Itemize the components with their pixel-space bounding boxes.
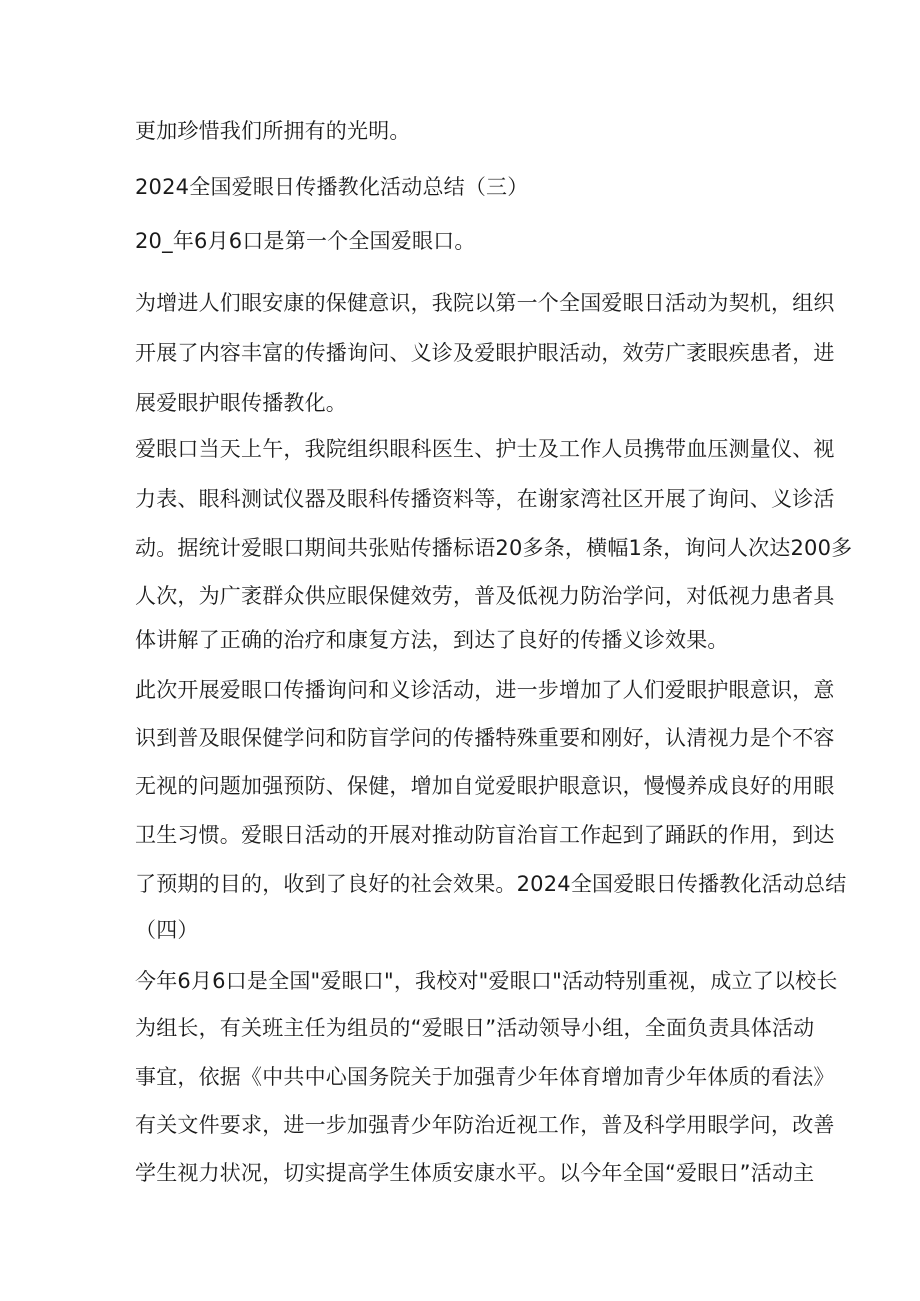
text-line: 展爱眼护眼传播教化。	[135, 391, 347, 415]
text-line: 今年6月6口是全国"爱眼口"，我校对"爱眼口"活动特别重视，成立了以校长	[135, 969, 838, 993]
text-line: 开展了内容丰富的传播询问、义诊及爱眼护眼活动，效劳广袤眼疾患者，进	[135, 341, 835, 365]
text-line: 学生视力状况，切实提高学生体质安康水平。以今年全国“爱眼日”活动主	[135, 1161, 815, 1185]
text-line: 20_年6月6口是第一个全国爱眼口。	[135, 229, 476, 253]
text-line: 为组长，有关班主任为组员的“爱眼日”活动领导小组，全面负责具体活动	[135, 1016, 815, 1040]
text-line: 更加珍惜我们所拥有的光明。	[135, 119, 411, 143]
text-line: 无视的问题加强预防、保健，增加自觉爱眼护眼意识，慢慢养成良好的用眼	[135, 774, 835, 798]
text-line: 识到普及眼保健学问和防盲学问的传播特殊重要和刚好，认清视力是个不容	[135, 726, 835, 750]
text-line: 人次，为广袤群众供应眼保健效劳，普及低视力防治学问，对低视力患者具	[135, 584, 835, 608]
text-line: 爱眼口当天上午，我院组织眼科医生、护士及工作人员携带血压测量仪、视	[135, 437, 835, 461]
text-line: 有关文件要求，进一步加强青少年防治近视工作，普及科学用眼学问，改善	[135, 1113, 835, 1137]
text-line: 力表、眼科测试仪器及眼科传播资料等，在谢家湾社区开展了询问、义诊活	[135, 487, 835, 511]
text-line: 卫生习惯。爱眼日活动的开展对推动防盲治盲工作起到了踊跃的作用，到达	[135, 823, 835, 847]
section-heading: 2024全国爱眼日传播教化活动总结（三）	[135, 175, 529, 199]
section-heading: （四）	[135, 918, 199, 942]
text-line: 此次开展爱眼口传播询问和义诊活动，进一步增加了人们爱眼护眼意识，意	[135, 678, 835, 702]
text-line: 为增进人们眼安康的保健意识，我院以第一个全国爱眼日活动为契机，组织	[135, 291, 835, 315]
text-line: 了预期的目的，收到了良好的社会效果。2024全国爱眼日传播教化活动总结	[135, 872, 847, 896]
text-line: 事宜，依据《中共中心国务院关于加强青少年体育增加青少年体质的看法》	[135, 1065, 835, 1089]
text-line: 动。据统计爱眼口期间共张贴传播标语20多条，横幅1条，询问人次达200多	[135, 536, 853, 560]
text-line: 体讲解了正确的治疗和康复方法，到达了良好的传播义诊效果。	[135, 628, 729, 652]
